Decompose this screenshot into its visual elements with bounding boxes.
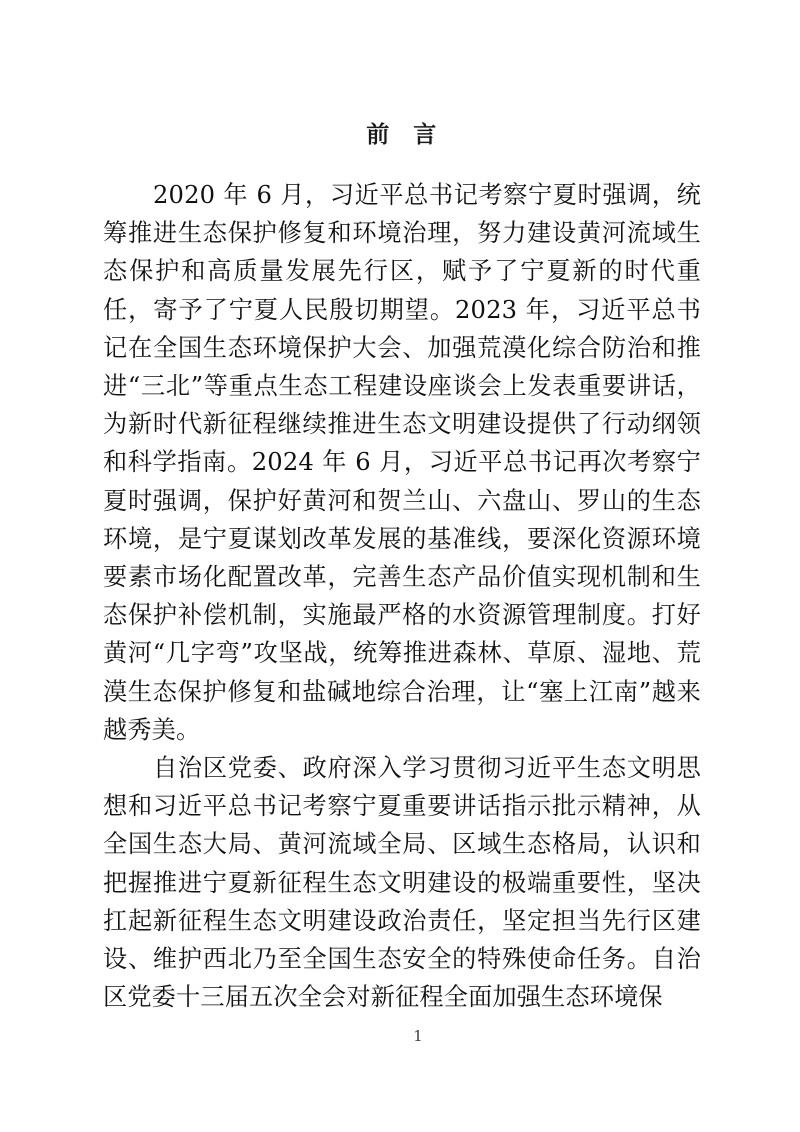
paragraph-2: 自治区党委、政府深入学习贯彻习近平生态文明思想和习近平总书记考察宁夏重要讲话指示批示精神，从全国生态大局、黄河流域全局、区域生态格局，认识和把握推进宁夏新征程生态文明建设的极端重要性，坚决扛起新征程生态文明建设政治责任，坚定担当先行区建设、维护西北乃至全国生态安全的特殊使命任务。自治区党委十三届五次全会对新征程全面加强生态环境保: [103, 754, 701, 1012]
document-body: [103, 176, 701, 1016]
paragraph-1: 2020 年 6 月，习近平总书记考察宁夏时强调，统筹推进生态保护修复和环境治理，努力建设黄河流域生态保护和高质量发展先行区，赋予了宁夏新的时代重任，寄予了宁夏人民殷切期望。2023 年，习近平总书记在全国生态环境保护大会、加强荒漠化综合防治和推进“三北”等重点生态工程建设座谈会上发表重要讲话，为新时代新征程继续推进生态文明建设提供了行动纲领和科学指南。2024 年 6 月，习近平总书记再次考察宁夏时强调，保护好黄河和贺兰山、六盘山、罗山的生态环境，是宁夏谋划改革发展的基准线，要深化资源环境要素市场化配置改革，完善生态产品价值实现机制和生态保护补偿机制，实施最严格的水资源管理制度。打好黄河“几字弯”攻坚战，统筹推进森林、草原、湿地、荒漠生态保护修复和盐碱地综合治理，让“塞上江南”越来越秀美。: [103, 181, 701, 744]
page-title: 前 言: [366, 122, 437, 148]
page-number-footer: 1: [413, 1027, 423, 1045]
